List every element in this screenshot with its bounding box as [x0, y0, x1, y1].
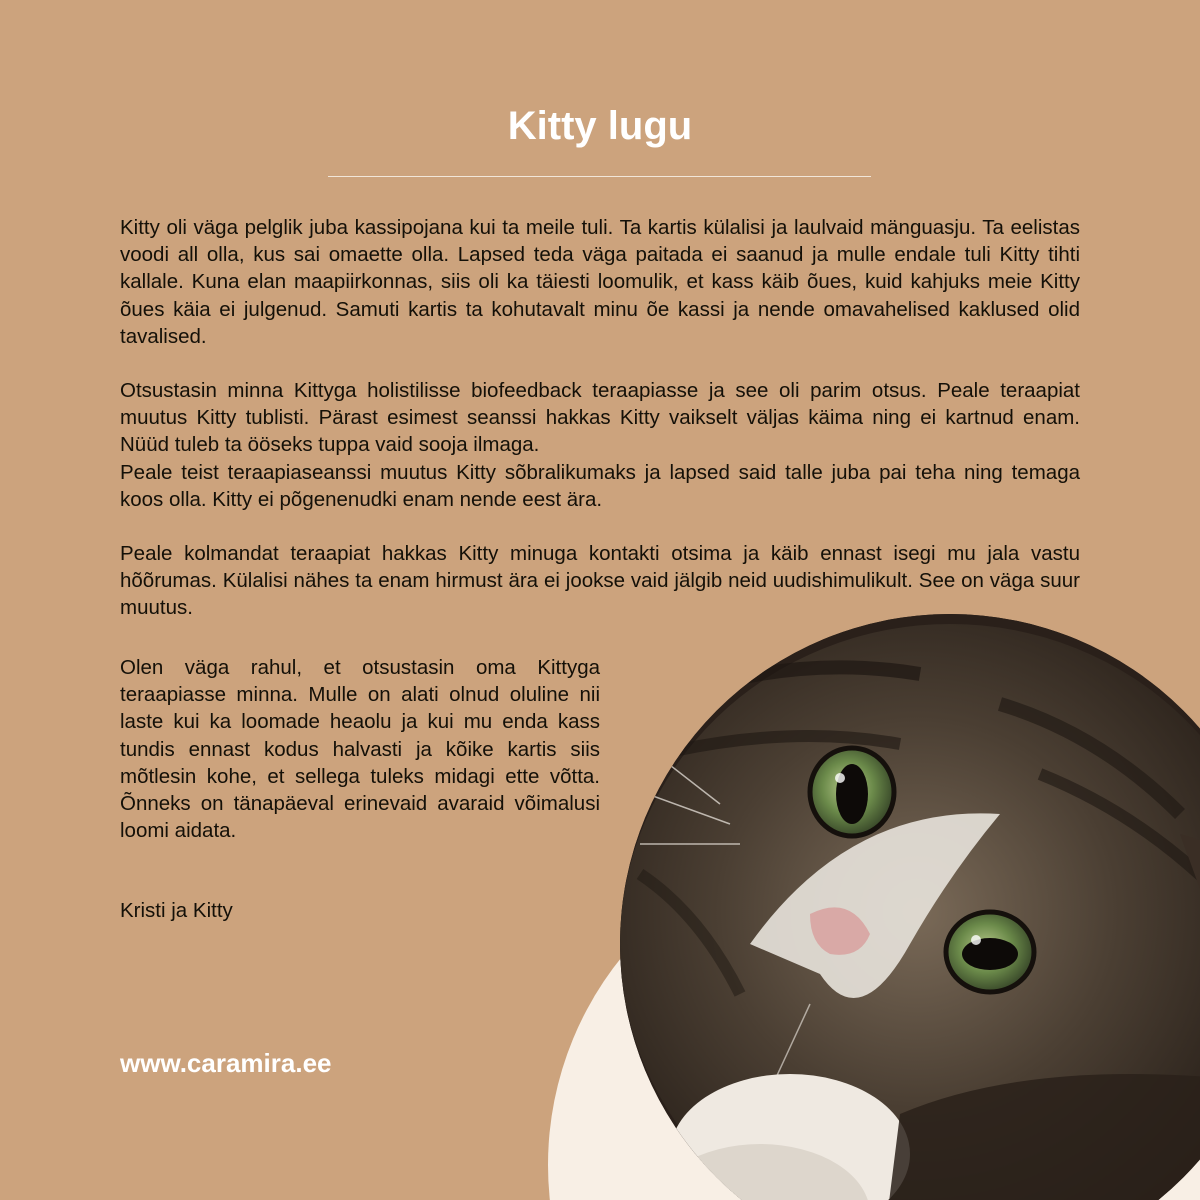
story-paragraph-group-2 [120, 377, 1080, 513]
story-paragraph-2: Otsustasin minna Kittyga holistilisse biofeedback teraapiasse ja see oli parim otsus. Peale teraapiat muutus Kitty tublisti. Pärast esimest seanssi hakkas Kitty vaikselt väljas käima ning ei kartnud enam. Nüüd tuleb ta ööseks tuppa vaid sooja ilmaga. [120, 379, 1080, 457]
page-title: Kitty lugu [507, 104, 693, 148]
story-paragraph-1: Kitty oli väga pelglik juba kassipojana kui ta meile tuli. Ta kartis külalisi ja laulvaid mänguasju. Ta eelistas voodi all olla, kus sai omaette olla. Lapsed teda väga paitada ei saanud ja mulle endale tuli Kitty tihti kallale. Kuna elan maapiirkonnas, siis oli ka täiesti loomulik, et kass käib õues, kuid kahjuks meie Kitty õues käia ei julgenud. Samuti kartis ta kohutavalt minu õe kassi ja nende omavahelised kaklused olid tavalised. [120, 216, 1080, 348]
cat-photo [620, 614, 1200, 1200]
story-paragraph-3: Peale teist teraapiaseanssi muutus Kitty sõbralikumaks ja lapsed said talle juba pai teha ning temaga koos olla. Kitty ei põgenenudki enam nende eest ära. [120, 460, 1080, 511]
story-paragraph-4: Peale kolmandat teraapiat hakkas Kitty minuga kontakti otsima ja käib ennast isegi mu jala vastu hõõrumas. Külalisi nähes ta enam hirmust ära ei jookse vaid jälgib neid uudishimulikult. See on väga suur muutus. [120, 542, 1080, 620]
signature: Kristi ja Kitty [120, 899, 233, 922]
cat-illustration [620, 614, 1200, 1200]
closing-paragraph: Olen väga rahul, et otsustasin oma Kittyga teraapiasse minna. Mulle on alati olnud oluline nii laste kui ka loomade heaolu ja kui mu enda kass tundis ennast kodus halvasti ja kõike kartis siis mõtlesin kohe, et sellega tuleks midagi ette võtta. Õnneks on tänapäeval erinevaid avaraid võimalusi loomi aidata. [120, 656, 600, 843]
website-url[interactable]: www.caramira.ee [120, 1048, 332, 1078]
title-divider [328, 176, 871, 177]
